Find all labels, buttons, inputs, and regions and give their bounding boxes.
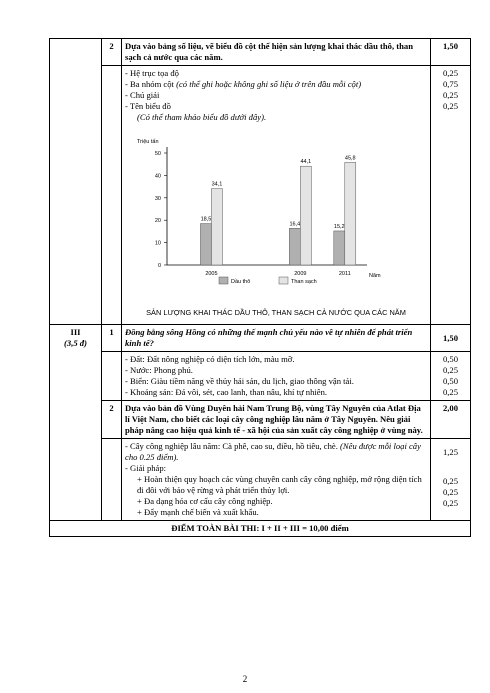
y-tick-label: 30 [154,195,161,202]
q2a-score-axes: 0,25 [442,68,459,78]
q3-item-minerals: - Khoáng sản: Đá vôi, sét, cao lanh, than nâu, khí tự nhiên. [125,387,328,397]
section-cell-blank [50,39,102,325]
q3-item-soil: - Đất: Đất nông nghiệp có diện tích lớn, màu mỡ. [125,354,295,364]
q2a-item-columns [125,79,427,90]
bar-chart-svg [125,127,425,305]
y-axis-label: Triệu tấn [137,139,159,145]
q2a-item-columns-note: (có thể ghi hoặc không ghi số liệu ở trên đầu mỗi cột) [176,79,362,89]
q3b-score-crops: 1,25 [442,447,459,457]
q2a-item-legend: - Chú giải [125,90,160,100]
q3b-item-scores [431,439,471,521]
x-tick-label: 2005 [205,271,218,277]
q2a-score-title: 0,25 [442,101,459,111]
q3b-blank [102,439,122,521]
bar-than-sach [300,166,311,265]
y-tick-label: 0 [157,263,161,269]
q2a-blank [102,66,122,325]
section-cell-III [50,325,102,521]
q3b-number: 2 [102,401,122,439]
y-tick-label: 40 [154,173,161,180]
q2a-score-columns: 0,75 [442,79,459,89]
q3b-solutions-label: - Giải pháp: [125,463,167,473]
page-number: 2 [242,674,248,684]
q3-item-sea: - Biển: Giàu tiềm năng về thủy hải sản, du lịch, giao thông vận tải. [125,376,354,386]
q2a-score-legend: 0,25 [442,90,459,100]
q3-item-water: - Nước: Phong phú. [125,365,193,375]
q3b-answer [122,439,431,521]
q3-answer-row [50,352,471,401]
data-label: 34,1 [211,181,223,188]
data-label: 15,2 [333,223,345,230]
q2a-ref-note: (Có thể tham khảo biểu đồ dưới đây). [137,112,267,122]
section-label: III [70,327,81,337]
total-row [50,521,471,537]
data-label: 45,8 [344,155,356,162]
y-tick-label: 10 [154,240,161,247]
q2a-item-axes: - Hệ trục tọa độ [125,68,179,78]
bar-chart [125,127,465,305]
chart-title: SẢN LƯỢNG KHAI THÁC DẦU THÔ, THAN SẠCH CẢ NƯỚC QUA CÁC NĂM [146,308,406,317]
q3-item-scores [431,352,471,401]
data-label: 18,5 [200,216,212,223]
bar-dau-tho [334,231,345,265]
q3b-solution-3: + Đẩy mạnh chế biến và xuất khẩu. [137,507,259,517]
data-label: 16,4 [289,221,301,228]
total-score: ĐIỂM TOÀN BÀI THI: I + II + III = 10,00 điểm [50,521,471,537]
q2a-score: 1,50 [431,39,471,66]
y-tick-label: 20 [154,218,161,225]
legend-swatch [279,277,288,284]
q3b-solution-2: + Đa dạng hóa cơ cấu cây công nghiệp. [137,496,273,506]
q3-score-soil: 0,50 [442,354,459,364]
q2a-item-title: - Tên biểu đồ [125,101,171,111]
bar-dau-tho [200,224,211,265]
q3-number: 1 [102,325,122,352]
answer-table [49,38,471,537]
q3-blank [102,352,122,401]
q3b-crops [125,441,427,463]
q2a-answer [122,66,431,325]
q3b-score-solution-2: 0,25 [442,487,459,497]
q3b-prompt: Dựa vào bản đồ Vùng Duyên hải Nam Trung Bộ, vùng Tây Nguyên của Atlat Địa lí Việt Nam, cho biết các loại cây công nghiệp lâu năm ở Tây Nguyên. Nêu giải pháp nâng cao hiệu quả kinh tế - xã hội của sản xuất cây công nghiệp ở vùng này. [122,401,431,439]
y-tick-label: 50 [154,151,161,157]
x-tick-label: 2009 [294,271,307,277]
q3-score: 1,50 [431,325,471,352]
q2a-prompt: Dựa vào bảng số liệu, vẽ biểu đồ cột thể hiện sản lượng khai thác dầu thô, than sạch cả nước qua các năm. [122,39,431,66]
q3-prompt: Đồng bằng sông Hồng có những thế mạnh chủ yếu nào về tự nhiên để phát triển kinh tế? [122,325,431,352]
section-points: (3,5 đ) [64,338,87,348]
x-tick-label: 2011 [338,271,351,277]
data-label: 44,1 [300,159,312,166]
bar-dau-tho [289,228,300,265]
q3-score-water: 0,25 [442,365,459,375]
q3-prompt-row [50,325,471,352]
q2a-answer-row [50,66,471,325]
x-axis-label: Năm [369,273,381,279]
q3-score-sea: 0,50 [442,376,459,386]
q3-score-minerals: 0,25 [442,387,459,397]
q3b-score-solution-3: 0,25 [442,498,459,508]
legend-label: Dầu thô [231,279,251,285]
q3b-prompt-row [50,401,471,439]
legend-label: Than sạch [291,279,317,285]
q2a-number: 2 [102,39,122,66]
q3b-crops-text: - Cây công nghiệp lâu năm: Cà phê, cao su, điều, hồ tiêu, chè. [125,441,341,451]
q3b-score: 2,00 [431,401,471,439]
q3b-score-solution-1: 0,25 [442,476,459,486]
q3b-answer-row [50,439,471,521]
legend-swatch [219,277,228,284]
q2a-item-columns-text: - Ba nhóm cột [125,79,177,89]
q3b-crops-note: (Nêu được mỗi loại cây cho 0.25 điểm). [125,441,421,462]
q3b-solution-1: + Hoàn thiện quy hoạch các vùng chuyên canh cây công nghiệp, mở rộng diện tích đi đôi với bảo vệ rừng và phát triển thủy lợi. [137,474,422,495]
bar-than-sach [211,189,222,265]
bar-than-sach [345,162,356,265]
q2a-prompt-row [50,39,471,66]
q3-answer [122,352,431,401]
